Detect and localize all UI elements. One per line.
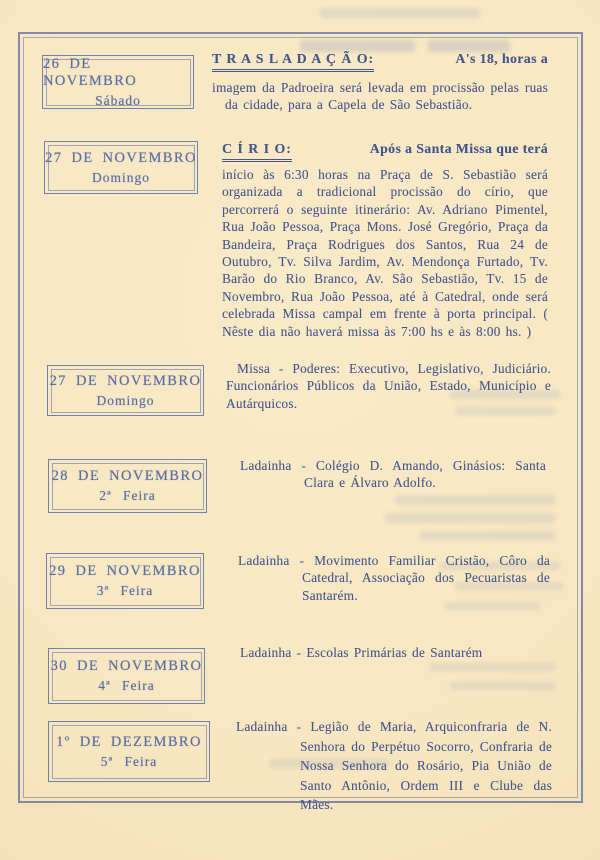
date-box-weekday: 3ª Feira	[96, 583, 154, 598]
date-box-date: 28 DE NOVEMBRO	[51, 468, 204, 484]
date-box-27-novembro-a	[44, 141, 198, 194]
date-box-date: 30 DE NOVEMBRO	[50, 658, 203, 674]
date-box-26-novembro	[42, 55, 194, 109]
date-box-30-novembro	[48, 648, 205, 704]
paragraph-cirio: início às 6:30 horas na Praça de S. Sebastião será organizada a tradicional procissão do círio, que percorrerá o seguinte itinerário: Av. Adriano Pimentel, Rua João Pessoa, Praça Mons. José Gregório, Praça da Bandeira, Praça Rodrigues dos Santos, Rua 24 de Outubro, Tv. Silva Jardim, Av. Mendonça Furtado, Tv. Barão do Rio Branco, Av. São Sebastião, Tv. 15 de Novembro, Rua João Pessoa, até à Catedral, onde será celebrada Missa campal em frente à porta principal. ( Nêste dia não haverá missa às 7:00 hs e às 8:00 hs. )	[222, 167, 548, 339]
date-box-date: 26 DE NOVEMBRO	[43, 55, 138, 89]
section-title-cirio: C Í R I O:	[222, 141, 292, 162]
paragraph-ladainha	[240, 457, 546, 492]
ladainha-body: Escolas Primárias de Santarém	[306, 645, 483, 660]
paragraph-trasladacao: imagem da Padroeira será levada em procissão pelas ruas da cidade, para a Capela de São Sebastião.	[212, 80, 548, 113]
section-ladainha-1-dez	[236, 717, 552, 815]
section-missa	[226, 360, 551, 412]
section-heading-line	[222, 141, 548, 162]
date-box-weekday: 2ª Feira	[99, 488, 156, 503]
paragraph-missa: Missa - Poderes: Executivo, Legislativo, Judiciário. Funcionários Públicos da União, Estado, Município e Autárquicos.	[226, 361, 551, 411]
date-box-weekday: Domingo	[91, 169, 150, 185]
ladainha-body: Legião de Maria, Arquiconfraria de N. Senhora do Perpétuo Socorro, Confraria de Nossa Senhora do Rosário, Pia União de Santo Antônio, Ordem III e Clube das Mães.	[300, 719, 552, 813]
date-box-date: 1º DE DEZEMBRO	[56, 733, 202, 750]
ladainha-body: Colégio D. Amando, Ginásios: Santa Clara e Álvaro Adolfo.	[304, 458, 546, 491]
paragraph-ladainha	[238, 552, 550, 604]
section-title-rest: A's 18, horas a	[455, 51, 548, 66]
paragraph-ladainha	[240, 644, 546, 661]
section-heading-line	[212, 51, 548, 72]
date-box-27-novembro-b	[47, 365, 204, 416]
date-box-date: 27 DE NOVEMBRO	[49, 372, 202, 389]
section-cirio	[222, 141, 548, 340]
ladainha-label: Ladainha -	[240, 458, 307, 473]
ladainha-label: Ladainha -	[240, 645, 302, 660]
date-box-28-novembro	[48, 459, 207, 513]
date-box-weekday: Domingo	[96, 392, 155, 408]
date-box-date: 27 DE NOVEMBRO	[45, 149, 197, 166]
date-box-weekday: 4ª Feira	[98, 678, 155, 693]
section-title-trasladacao: T R A S L A D A Ç Ã O:	[212, 51, 374, 72]
bleedthrough-ghost	[385, 513, 555, 523]
bleedthrough-ghost	[420, 531, 555, 540]
section-trasladacao	[212, 51, 548, 114]
ladainha-body: Movimento Familiar Cristão, Côro da Catedral, Associação dos Pecuaristas de Santarém.	[302, 553, 551, 603]
paragraph-ladainha	[236, 717, 552, 815]
ladainha-label: Ladainha -	[236, 719, 302, 734]
date-box-1-dezembro	[48, 721, 210, 782]
bleedthrough-ghost	[450, 682, 555, 690]
date-box-29-novembro	[46, 553, 204, 609]
section-ladainha-28-nov	[240, 457, 546, 492]
bleedthrough-ghost	[320, 8, 480, 18]
bleedthrough-ghost	[430, 663, 555, 671]
section-ladainha-29-nov	[238, 552, 550, 604]
bleedthrough-ghost	[395, 495, 555, 505]
date-box-weekday: Sábado	[95, 92, 141, 108]
ladainha-label: Ladainha -	[238, 553, 305, 568]
date-box-date: 29 DE NOVEMBRO	[49, 563, 201, 579]
section-title-rest: Após a Santa Missa que terá	[369, 141, 548, 156]
date-box-weekday: 5ª Feira	[100, 753, 158, 769]
section-ladainha-30-nov	[240, 644, 546, 661]
